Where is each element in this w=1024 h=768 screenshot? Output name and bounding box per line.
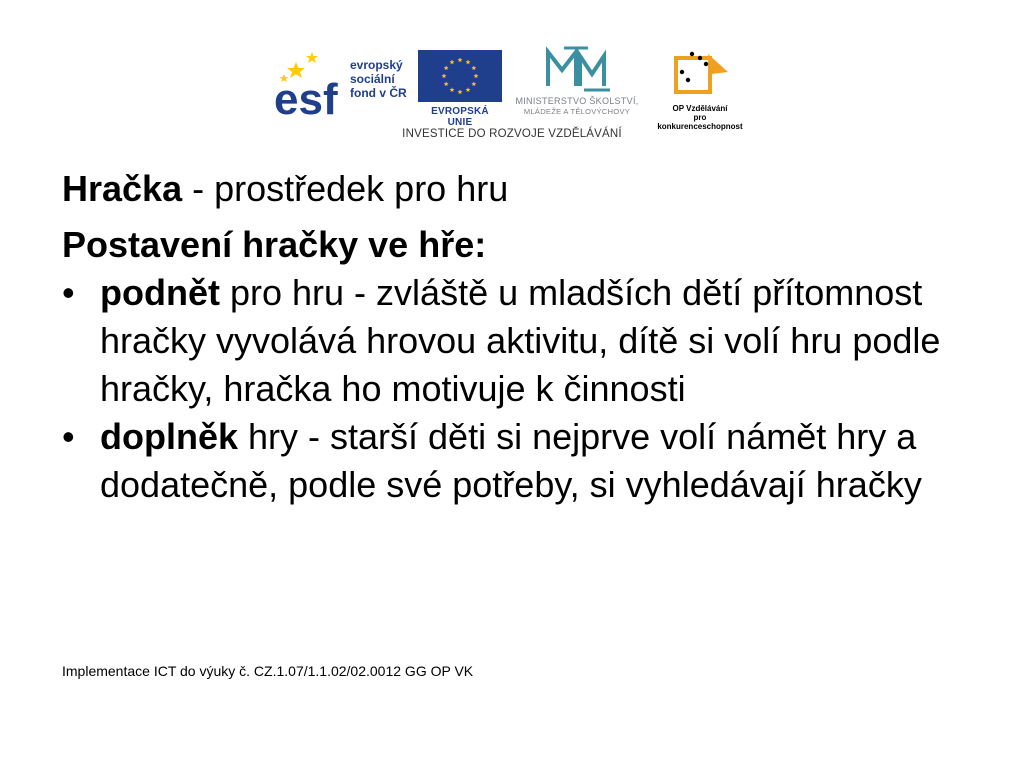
esf-line: fond v ČR [350,86,407,100]
opvk-mark-icon [652,50,748,100]
eu-star-icon [458,57,463,62]
esf-line: evropský [350,58,403,72]
opvk-logo [652,50,748,131]
bullet-icon: • [62,416,75,457]
bullet-icon: • [62,272,75,313]
bullet-item [62,269,982,413]
bullet-item [62,413,982,509]
esf-line: sociální [350,72,395,86]
bullet-text: pro hru - zvláště u mladších dětí přítomnost hračky vyvolává hrovou aktivitu, dítě si volí hru podle hračky, hračka ho motivuje k činnosti [100,272,941,409]
eu-label: EVROPSKÁ UNIE [431,106,489,128]
esf-text [350,58,407,100]
msmt-name-line1: MINISTERSTVO ŠKOLSTVÍ, [515,96,639,106]
eu-star-icon [442,73,447,78]
subheading: Postavení hračky ve hře: [62,224,487,265]
investment-tagline: INVESTICE DO ROZVOJE VZDĚLÁVÁNÍ [402,128,622,140]
bullet-term: doplněk [100,416,239,457]
eu-star-icon [450,60,455,65]
eu-logo [418,50,502,128]
esf-logo [274,50,410,120]
logo-bar [272,44,752,148]
eu-star-icon [466,87,471,92]
eu-star-icon [450,87,455,92]
eu-flag-icon [418,50,502,102]
eu-star-icon [466,60,471,65]
eu-star-icon [458,89,463,94]
eu-star-icon [471,65,476,70]
msmt-name-line2: MLÁDEŽE A TĚLOVÝCHOVY [523,107,631,116]
slide-content [62,165,982,509]
eu-star-icon [474,73,479,78]
opvk-line1: OP Vzdělávání [672,104,728,113]
eu-star-icon [471,81,476,86]
title-bold-term: Hračka [62,168,183,209]
bullet-text: hry - starší děti si nejprve volí námět hry a dodatečně, podle své potřeby, si vyhledávají hračky [100,416,922,505]
eu-star-icon [444,65,449,70]
slide-title [62,165,982,213]
msmt-mark-icon [506,46,648,94]
title-rest: - prostředek pro hru [182,168,509,209]
esf-mark-icon [274,50,350,120]
esf-mark-text: esf [274,75,338,120]
footer-project-id: Implementace ICT do výuky č. CZ.1.07/1.1.02/02.0012 GG OP VK [62,663,474,679]
msmt-logo [506,46,648,124]
opvk-line2: pro konkurenceschopnost [657,113,743,131]
eu-star-icon [444,81,449,86]
bullet-term: podnět [100,272,220,313]
